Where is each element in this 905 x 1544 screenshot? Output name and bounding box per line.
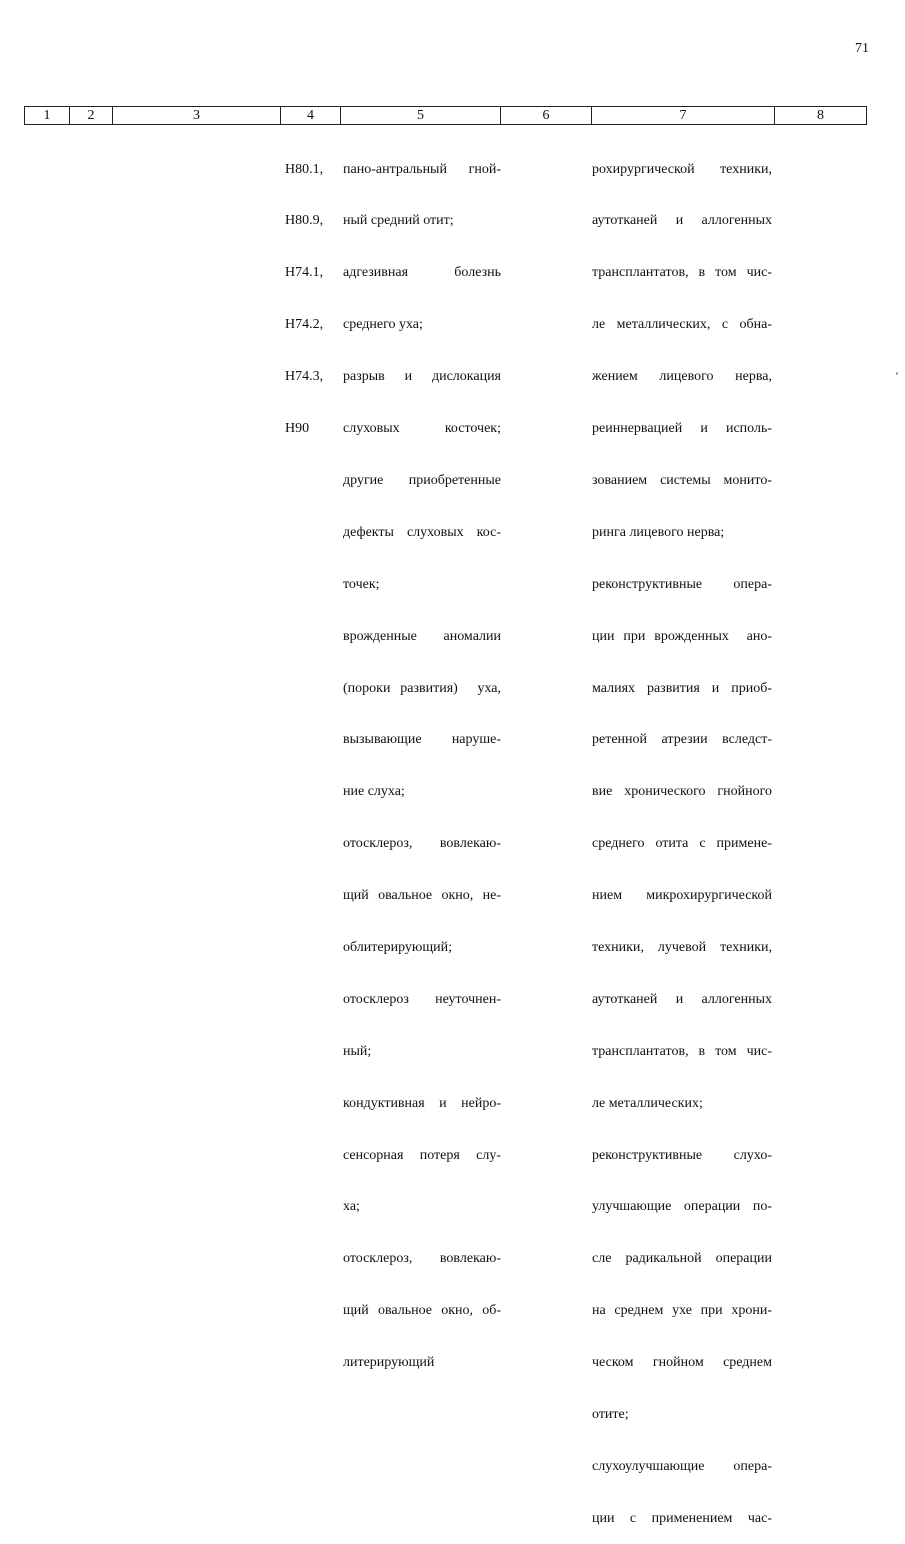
treatment-line: ческом гнойном среднем (592, 1355, 772, 1371)
column-header-7: 7 (592, 107, 775, 124)
icd-code: H74.2, (285, 317, 324, 333)
treatment-line: ции с применением час- (592, 1510, 772, 1526)
diagnosis-line: вызывающие наруше- (343, 732, 501, 748)
diagnosis-line: слуховых косточек; (343, 421, 501, 437)
treatment-line: вие хронического гнойного (592, 784, 772, 800)
diagnosis-line: точек; (343, 576, 380, 592)
treatment-line: жением лицевого нерва, (592, 369, 772, 385)
diagnosis-line: отосклероз, вовлекаю- (343, 836, 501, 852)
treatment-line: реконструктивные слухо- (592, 1147, 772, 1163)
icd-code: H90 (285, 421, 310, 437)
diagnosis-line: врожденные аномалии (343, 628, 501, 644)
treatment-line: нием микрохирургической (592, 888, 772, 904)
diagnosis-line: адгезивная болезнь (343, 265, 501, 281)
diagnosis-line: кондуктивная и нейро- (343, 1095, 501, 1111)
treatment-line: сле радикальной операции (592, 1251, 772, 1267)
diagnosis-line: ный средний отит; (343, 213, 454, 229)
diagnosis-line: другие приобретенные (343, 472, 501, 488)
treatment-line: рохирургической техники, (592, 161, 772, 177)
treatment-line: улучшающие операции по- (592, 1199, 772, 1215)
treatment-line: на среднем ухе при хрони- (592, 1303, 772, 1319)
diagnosis-line: облитерирующий; (343, 939, 453, 955)
diagnosis-line: ха; (343, 1199, 360, 1215)
diagnosis-line: (пороки развития) уха, (343, 680, 501, 696)
column-header-8: 8 (817, 108, 824, 123)
diagnosis-line: литерирующий (343, 1355, 435, 1371)
column-header-2: 2 (70, 107, 113, 124)
treatment-line: реиннервацией и исполь- (592, 421, 772, 437)
treatment-line: ринга лицевого нерва; (592, 524, 725, 540)
treatment-line: отите; (592, 1406, 629, 1422)
icd-code: H74.3, (285, 369, 324, 385)
column5-diagnoses (343, 126, 501, 1389)
treatment-line: аутотканей и аллогенных (592, 213, 772, 229)
diagnosis-line: разрыв и дислокация (343, 369, 501, 385)
diagnosis-line: щий овальное окно, не- (343, 888, 501, 904)
treatment-line: зованием системы монито- (592, 472, 772, 488)
column-header-5: 5 (341, 107, 501, 124)
diagnosis-line: отосклероз, вовлекаю- (343, 1251, 501, 1267)
column-header-4: 4 (281, 107, 341, 124)
scan-speck (896, 372, 898, 375)
diagnosis-line: отосклероз неуточнен- (343, 991, 501, 1007)
diagnosis-line: ный; (343, 1043, 372, 1059)
diagnosis-line: щий овальное окно, об- (343, 1303, 501, 1319)
column7-treatment-methods (592, 126, 772, 1544)
icd-code: H80.1, (285, 161, 324, 177)
table-header-row (24, 106, 867, 125)
diagnosis-line: среднего уха; (343, 317, 423, 333)
page-number: 71 (855, 41, 869, 56)
treatment-line: малиях развития и приоб- (592, 680, 772, 696)
treatment-line: ции при врожденных ано- (592, 628, 772, 644)
treatment-line: аутотканей и аллогенных (592, 991, 772, 1007)
diagnosis-line: дефекты слуховых кос- (343, 524, 501, 540)
treatment-line: ле металлических; (592, 1095, 703, 1111)
column4-icd-codes (285, 126, 323, 455)
treatment-line: техники, лучевой техники, (592, 939, 772, 955)
treatment-line: ретенной атрезии вследст- (592, 732, 772, 748)
treatment-line: реконструктивные опера- (592, 576, 772, 592)
diagnosis-line: сенсорная потеря слу- (343, 1147, 501, 1163)
column-header-3: 3 (113, 107, 281, 124)
icd-code: H74.1, (285, 265, 324, 281)
treatment-line: трансплантатов, в том чис- (592, 1043, 772, 1059)
diagnosis-line: пано-антральный гной- (343, 161, 501, 177)
treatment-line: слухоулучшающие опера- (592, 1458, 772, 1474)
icd-code: H80.9, (285, 213, 324, 229)
treatment-line: трансплантатов, в том чис- (592, 265, 772, 281)
diagnosis-line: ние слуха; (343, 784, 405, 800)
column-header-6: 6 (501, 107, 592, 124)
treatment-line: среднего отита с примене- (592, 836, 772, 852)
column-header-1: 1 (25, 107, 70, 124)
treatment-line: ле металлических, с обна- (592, 317, 772, 333)
